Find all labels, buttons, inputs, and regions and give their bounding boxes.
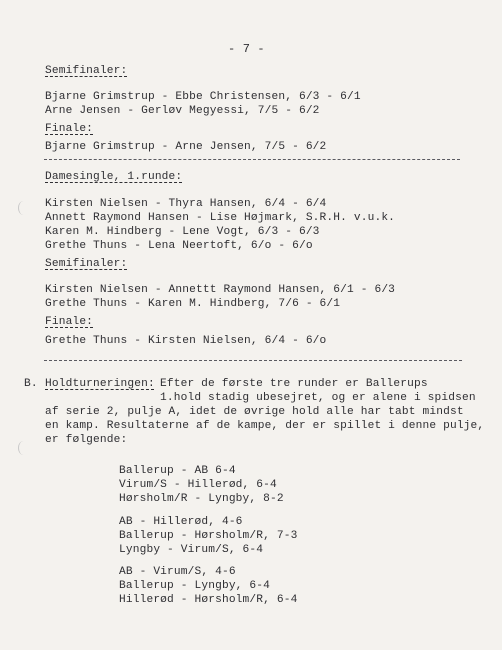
section-b-text-line: er følgende: xyxy=(45,434,128,446)
men-final-result: Bjarne Grimstrup - Arne Jensen, 7/5 - 6/2 xyxy=(45,141,327,153)
section-b-label: B. xyxy=(24,378,38,390)
punch-hole xyxy=(18,441,29,455)
men-semifinal-heading: Semifinaler: xyxy=(45,65,128,77)
women-first-round-result: Karen M. Hindberg - Lene Vogt, 6/3 - 6/3 xyxy=(45,226,320,238)
men-semifinal-result: Bjarne Grimstrup - Ebbe Christensen, 6/3 - 6/1 xyxy=(45,91,361,103)
women-first-round-heading: Damesingle, 1.runde: xyxy=(45,171,183,183)
women-first-round-result: Annett Raymond Hansen - Lise Højmark, S.R.H. v.u.k. xyxy=(45,212,396,224)
team-result: AB - Virum/S, 4-6 xyxy=(119,566,236,578)
team-result: Virum/S - Hillerød, 6-4 xyxy=(119,479,277,491)
team-result: Ballerup - AB 6-4 xyxy=(119,465,236,477)
women-final-heading: Finale: xyxy=(45,316,94,328)
men-semifinal-result: Arne Jensen - Gerløv Megyessi, 7/5 - 6/2 xyxy=(45,105,320,117)
section-b-text-line: 1.hold stadig ubesejret, og er alene i spidsen xyxy=(160,392,476,404)
section-b-text-line: en kamp. Resultaterne af de kampe, der er spillet i denne pulje, xyxy=(45,420,485,432)
women-semifinal-result: Kirsten Nielsen - Annettt Raymond Hansen, 6/1 - 6/3 xyxy=(45,284,396,296)
section-b-text-line: Efter de første tre runder er Ballerups xyxy=(160,378,428,390)
team-result: Ballerup - Hørsholm/R, 7-3 xyxy=(119,530,298,542)
women-first-round-result: Kirsten Nielsen - Thyra Hansen, 6/4 - 6/4 xyxy=(45,198,327,210)
men-final-heading: Finale: xyxy=(45,123,94,135)
women-first-round-result: Grethe Thuns - Lena Neertoft, 6/o - 6/o xyxy=(45,240,313,252)
page-number: - 7 - xyxy=(228,42,265,56)
section-divider xyxy=(44,159,460,160)
team-result: Hørsholm/R - Lyngby, 8-2 xyxy=(119,493,284,505)
team-result: Lyngby - Virum/S, 6-4 xyxy=(119,544,264,556)
team-result: Hillerød - Hørsholm/R, 6-4 xyxy=(119,594,298,606)
section-b-heading: Holdturneringen: xyxy=(45,378,155,390)
women-semifinal-heading: Semifinaler: xyxy=(45,258,128,270)
team-result: AB - Hillerød, 4-6 xyxy=(119,516,243,528)
women-final-result: Grethe Thuns - Kirsten Nielsen, 6/4 - 6/o xyxy=(45,335,327,347)
women-semifinal-result: Grethe Thuns - Karen M. Hindberg, 7/6 - 6/1 xyxy=(45,298,341,310)
section-divider xyxy=(44,360,462,361)
section-b-text-line: af serie 2, pulje A, idet de øvrige hold alle har tabt mindst xyxy=(45,406,464,418)
team-result: Ballerup - Lyngby, 6-4 xyxy=(119,580,270,592)
punch-hole xyxy=(18,201,29,215)
